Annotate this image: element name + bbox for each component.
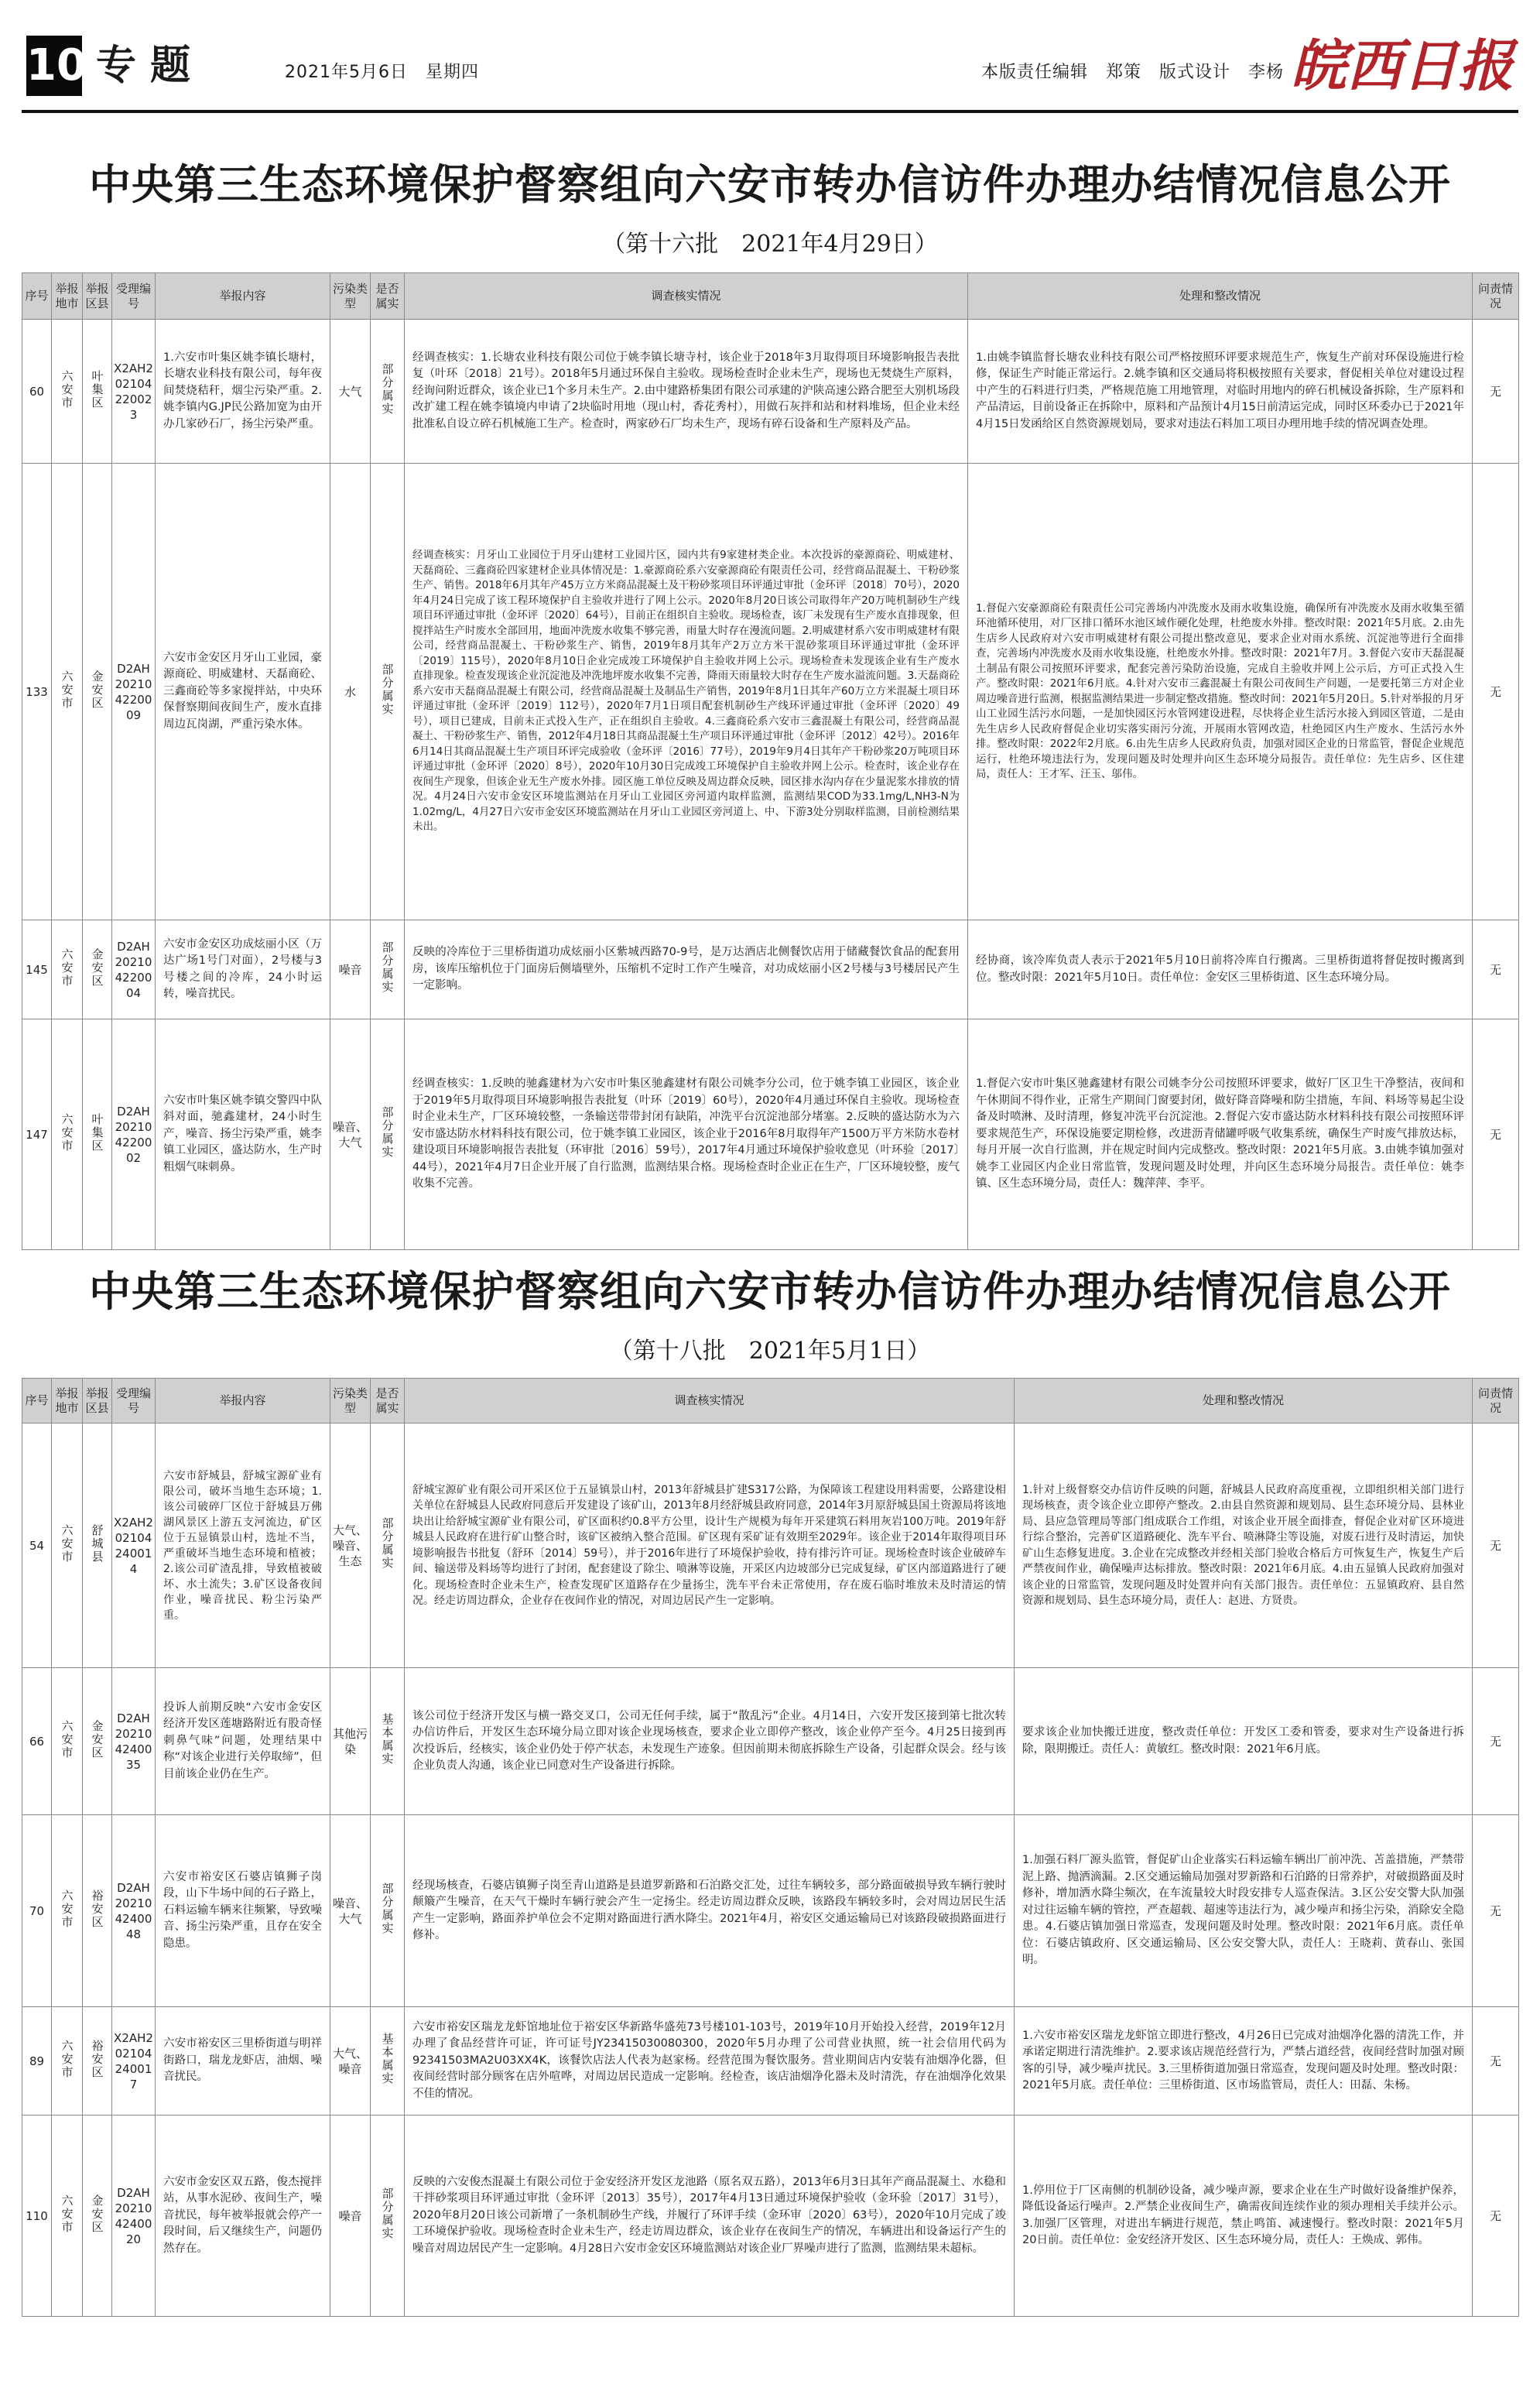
table-row [22,2007,1519,2116]
row-id: X2AH202104240017 [112,2007,156,2116]
row-id: X2AH202104220023 [112,320,156,464]
row-content: 六安市金安区功成炫丽小区（万达广场1号门对面），2号楼与3号楼之间的冷库，24小时运转，噪音扰民。 [156,920,330,1019]
row-investigation: 反映的冷库位于三里桥街道功成炫丽小区紫城西路70-9号，是万达酒店北侧餐饮店用于储藏餐饮食品的配套用房，该库压缩机位于门面房后侧墙壁外，压缩机不定时工作产生噪音，对功成炫丽小区2号楼与3号楼居民产生一定影响。 [405,920,968,1019]
row-handling: 1.由姚李镇监督长塘农业科技有限公司严格按照环评要求规范生产，恢复生产前对环保设施进行检修，保证生产时能正常运行。2.姚李镇和区交通局将积极按照有关要求，督促相关单位对建设过程中产生的石料进行归类，严格规范施工用地管理，对临时用地内的碎石机械设备拆除，生产原料和产品清运，目前设备正在拆除中，原料和产品预计4月15日前清运完成，同时区环委办已于2021年4月15日发函给区自然资源规划局，要求对违法石料加工项目办理用地手续的情况调查处理。 [968,320,1473,464]
row-city: 六安市 [60,2194,74,2234]
row-account: 无 [1473,1423,1519,1668]
row-county: 叶集区 [90,1112,104,1153]
row-type: 大气 [330,320,371,464]
row-type: 噪音、大气 [330,1815,371,2007]
table-row [22,1423,1519,1668]
row-account: 无 [1473,920,1519,1019]
row-investigation: 经调查核实：1.反映的驰鑫建材为六安市叶集区驰鑫建材有限公司姚李分公司，位于姚李镇工业园区，该企业于2019年5月取得项目环境影响报告表批复（叶环〔2019〕60号），2020年4月通过环保自主验收。现场检查时企业未生产，厂区环境较整，一条输送带带封闭有缺陷，冲洗平台沉淀池部分堵塞。2.反映的盛达防水为六安市盛达防水材料科技有限公司，位于姚李镇工业园区，该企业于2016年8月取得年产1500万平方米防水卷材建设项目环境影响报告表批复（环审批〔2016〕59号），2017年4月通过环境保护验收意见（叶环验〔2017〕44号），2021年4月7日企业开展了自行监测，监测结果合格。现场检查时企业正在生产，厂区环境较整，废气收集不完善。 [405,1019,968,1250]
row-fact: 部分属实 [380,941,395,994]
row-city: 六安市 [60,1889,74,1929]
col-header: 举报内容 [156,273,330,320]
row-type: 其他污染 [330,1668,371,1815]
col-header: 受理编号 [112,1379,156,1423]
col-header: 处理和整改情况 [1015,1379,1473,1423]
table-row [22,464,1519,920]
col-header: 处理和整改情况 [968,273,1473,320]
row-investigation: 六安市裕安区瑞龙龙虾馆地址位于裕安区华新路华盛苑73号楼101-103号，2019年10月开始投入经营，2019年12月办理了食品经营许可证，许可证号JY23415030080300，2020年5月办理了公司营业执照，统一社会信用代码为92341503MA2U03XX4K，该餐饮店法人代表为赵家杨。经营范围为餐饮服务。营业期间店内安装有油烟净化器，但夜间经营时部分顾客在店外喧哗，对周边居民造成一定影响。经检查，该店油烟净化器未及时清洗，存在油烟净化效果不佳的情况。 [405,2007,1015,2116]
row-account: 无 [1473,320,1519,464]
row-id: D2AH202104240035 [112,1668,156,1815]
row-id: D2AH202104240048 [112,1815,156,2007]
row-investigation: 经调查核实：月牙山工业园位于月牙山建材工业园片区，园内共有9家建材类企业。本次投诉的豪源商砼、明威建材、天磊商砼、三鑫商砼四家建材企业具体情况是：1.豪源商砼系六安豪源商砼有限责任公司，经营商品混凝土、干粉砂浆生产、销售。2018年6月其年产45万立方米商品混凝土及干粉砂浆项目环评通过审批（金环评〔2018〕70号），2020年4月24日完成了该工程环境保护自主验收并进行了网上公示。2020年8月20日该公司取得年产20万吨机制砂生产线项目环评通过审批（金环评〔2020〕64号），目前正在组织自主验收。现场检查，该厂未发现有生产废水直排现象，但搅拌站生产时废水全部回用，地面冲洗废水收集不够完善，雨量大时存在漫流问题。2.明威建材系六安市明威建材有限公司，经营商品混凝土、干粉砂浆生产、销售，2019年8月其年产2万立方米干混砂浆项目环评通过审批（金环评〔2019〕115号），2020年8月10日企业完成竣工环境保护自主验收并网上公示。现场检查未发现该企业有生产废水直排现象。检查发现该企业沉淀池及冲洗地坪废水收集不完善，降雨天雨量较大时存在生产废水溢流问题。3.天磊商砼系六安市天磊商品混凝土有限公司，经营商品混凝土及制品生产销售，2019年8月1日其年产60万立方米混凝土项目环评通过审批（金环评〔2019〕112号），2020年7月1日项目配套机制砂生产线环评通过审批（金环评〔2020〕49号），项目已建成，目前未正式投入生产，正在组织自主验收。4.三鑫商砼系六安市三鑫混凝土有限公司，经营商品混凝土、干粉砂浆生产、销售，2012年4月18日其商品混凝土生产项目环评通过审批（金环评〔2012〕42号）。2016年6月14日其商品混凝土生产项目环评完成验收（金环评〔2016〕77号），2019年9月4日其年产干粉砂浆20万吨项目环评通过审批（金环评〔2020〕8号），2020年10月30日完成竣工环境保护自主验收并网上公示。检查时，该企业存在夜间生产现象，但该企业无生产废水外排。园区施工单位反映及周边群众反映，园区排水沟内存在少量泥浆水排放的情况。4月24日六安市金安区环境监测站在月牙山工业园区旁河道内取样监测，监测结果COD为33.1mg/L,NH3-N为1.02mg/L，4月27日六安市金安区环境监测站在月牙山工业园区旁河道上、中、下游3处分别取样监测，目前检测结果未出。 [405,464,968,920]
row-content: 投诉人前期反映“六安市金安区经济开发区莲塘路附近有股奇怪刺鼻气味”问题，处理结果中称“对该企业进行关停取缔”，但目前该企业仍在生产。 [156,1668,330,1815]
row-fact: 基本属实 [380,2033,395,2085]
row-fact: 部分属实 [380,1106,395,1159]
col-header: 举报地市 [52,273,83,320]
row-id: X2AH202104240014 [112,1423,156,1668]
issue-date: 2021年5月6日 星期四 [285,63,479,82]
col-header: 调查核实情况 [405,1379,1015,1423]
col-header: 是否属实 [371,273,405,320]
row-content: 六安市金安区月牙山工业园，豪源商砼、明威建材、天磊商砼、三鑫商砼等多家搅拌站，中央环保督察期间夜间生产，废水直排周边瓦岗湖，严重污染水体。 [156,464,330,920]
row-id: D2AH202104220009 [112,464,156,920]
row-type: 噪音 [330,2116,371,2317]
row-county: 金安区 [90,947,104,988]
row-number: 110 [22,2116,52,2317]
row-county: 金安区 [90,670,104,710]
row-type: 噪音、大气 [330,1019,371,1250]
page-number: 10 [26,36,82,96]
row-account: 无 [1473,2007,1519,2116]
row-number: 54 [22,1423,52,1668]
row-account: 无 [1473,1815,1519,2007]
col-header: 污染类型 [330,273,371,320]
row-number: 60 [22,320,52,464]
col-header: 是否属实 [371,1379,405,1423]
row-content: 1.六安市叶集区姚李镇长塘村，长塘农业科技有限公司，每年夜间焚烧秸秆，烟尘污染严重。2.姚李镇内G.JP民公路加宽为由开办几家砂石厂，扬尘污染严重。 [156,320,330,464]
row-investigation: 舒城宝源矿业有限公司开采区位于五显镇景山村，2013年舒城县扩建S317公路，为保障该工程建设用料需要，公路建设相关单位在舒城县人民政府同意后开发建设了该矿山，2013年8月经舒城县政府同意，2014年3月原舒城县国土资源局将该地块出让给舒城宝源矿业有限公司，矿区面积约0.8平方公里，设计生产规模为每年开采建筑石料用灰岩100万吨。2019年舒城县人民政府在进行矿山整合时，该矿区被纳入整合范围。矿区现有采矿证有效期至2029年。该企业于2014年取得项目环境影响报告书批复（舒环〔2014〕59号），并于2016年进行了环境保护验收，持有排污许可证。现场检查时该企业破碎车间、输送带及料场等均进行了封闭，配套建设了除尘、喷淋等设施，开采区内边坡部分已完成复绿，矿区内部道路进行了硬化。现场检查时企业未生产，检查发现矿区道路存在少量扬尘，洗车平台未正常使用，存在废石临时堆放未及时清运的情况。经走访周边群众，企业存在夜间作业的情况，对周边居民产生一定影响。 [405,1423,1015,1668]
table-row [22,1019,1519,1250]
row-fact: 部分属实 [380,663,395,716]
row-account: 无 [1473,464,1519,920]
col-header: 问责情况 [1473,273,1519,320]
row-id: D2AH202104220002 [112,1019,156,1250]
row-type: 大气、噪音、生态 [330,1423,371,1668]
row-number: 70 [22,1815,52,2007]
row-investigation: 该公司位于经济开发区与横一路交叉口，公司无任何手续，属于“散乱污”企业。4月14日，六安开发区接到第七批次转办信访件后，开发区生态环境分局立即对该企业现场核查，要求企业立即停产整改，该企业停产至今。4月25日接到再次投诉后，经核实，该企业仍处于停产状态，未发现生产迹象。但因前期未彻底拆除生产设备，引起群众误会。经与该企业负责人沟通，该企业已同意对生产设备进行拆除。 [405,1668,1015,1815]
col-header: 举报地市 [52,1379,83,1423]
table-header-row [22,273,1519,320]
batch18-title: 中央第三生态环境保护督察组向六安市转办信访件办理办结情况信息公开 [89,1267,1451,1316]
col-header: 调查核实情况 [405,273,968,320]
col-header: 举报内容 [156,1379,330,1423]
row-handling: 1.督促六安市叶集区驰鑫建材有限公司姚李分公司按照环评要求，做好厂区卫生干净整洁，夜间和午休期间不得作业，正常生产期间门窗要封闭，做好降音降噪和防尘措施，车间、料场等易起尘设备及时喷淋、及时清理，修复冲洗平台沉淀池。2.督促六安市盛达防水材料科技有限公司按照环评要求规范生产，环保设施要定期检修，改进沥青储罐呼吸气收集系统，确保生产时废气排放达标，每月开展一次自行监测，并在规定时间内完成整改。整改时限：2021年5月底。3.由姚李镇加强对姚李工业园区内企业日常监管，发现问题及时处理，并向区生态环境分局报告。责任单位：姚李镇、区生态环境分局，责任人：魏萍萍、李平。 [968,1019,1473,1250]
svg-text:皖西日报: 皖西日报 [1290,33,1514,98]
row-city: 六安市 [60,947,74,988]
row-handling: 1.针对上级督察交办信访件反映的问题，舒城县人民政府高度重视，立即组织相关部门进行现场核查，责令该企业立即停产整改。2.由县自然资源和规划局、县生态环境分局、县林业局、县应急管理局等部门组成联合工作组，对该企业开展全面排查，督促企业对矿区环境进行综合整治，完善矿区道路硬化、洗车平台、喷淋降尘等设施，对废石进行及时清运，加快矿山生态修复进度。3.企业在完成整改并经相关部门验收合格后方可恢复生产，恢复生产后严禁夜间作业，确保噪声达标排放。整改时限：2021年6月底。4.由五显镇人民政府加强对该企业的日常监管，发现问题及时处置并向有关部门报告。责任单位：五显镇政府、县自然资源和规划局、县生态环境分局，责任人：赵进、方贤贵。 [1015,1423,1473,1668]
row-county: 金安区 [90,1719,104,1759]
row-county: 裕安区 [90,1889,104,1929]
row-city: 六安市 [60,1523,74,1564]
row-county: 叶集区 [90,369,104,409]
row-city: 六安市 [60,369,74,409]
row-fact: 部分属实 [380,363,395,416]
header-rule [22,110,1518,113]
table-row [22,1668,1519,1815]
row-county: 舒城县 [90,1523,104,1564]
row-id: D2AH202104240020 [112,2116,156,2317]
row-county: 金安区 [90,2194,104,2234]
row-city: 六安市 [60,1112,74,1153]
table-header-row [22,1379,1519,1423]
row-handling: 经协商，该冷库负责人表示于2021年5月10日前将冷库自行搬离。三里桥街道将督促按时搬离到位。整改时限：2021年5月10日。责任单位：金安区三里桥街道、区生态环境分局。 [968,920,1473,1019]
row-content: 六安市叶集区姚李镇交警四中队斜对面，驰鑫建材，24小时生产，噪音、扬尘污染严重，姚李镇工业园区，盛达防水，生产时粗烟气味刺鼻。 [156,1019,330,1250]
row-number: 147 [22,1019,52,1250]
row-account: 无 [1473,1019,1519,1250]
editor-credits: 本版责任编辑 郑策 版式设计 李杨 [981,63,1285,82]
row-investigation: 经现场核查，石婆店镇狮子岗至青山道路是县道罗新路和石泊路交汇处，过往车辆较多，部分路面破损导致车辆行驶时颠簸产生噪音，在天气干燥时车辆行驶会产生一定扬尘。经走访周边群众反映，该路段车辆较多时，会对周边居民生活产生一定影响，路面养护单位会不定期对路面进行洒水降尘。2021年4月，裕安区交通运输局已对该路段破损路面进行修补。 [405,1815,1015,2007]
row-fact: 基本属实 [380,1713,395,1766]
row-content: 六安市裕安区三里桥街道与明祥街路口，瑞龙龙虾店，油烟、噪音扰民。 [156,2007,330,2116]
row-fact: 部分属实 [380,1517,395,1570]
row-number: 145 [22,920,52,1019]
row-fact: 部分属实 [380,2187,395,2240]
batch16-subtitle: （第十六批 2021年4月29日） [602,231,938,258]
row-account: 无 [1473,2116,1519,2317]
batch18-table [22,1378,1519,2317]
col-header: 问责情况 [1473,1379,1519,1423]
row-handling: 1.加强石料厂源头监管，督促矿山企业落实石料运输车辆出厂前冲洗、苫盖措施，严禁带泥上路、抛洒滴漏。2.区交通运输局加强对罗新路和石泊路的日常养护，对破损路面及时修补，增加洒水降尘频次，在车流量较大时段安排专人巡查保洁。3.区公安交警大队加强对过往运输车辆的管控，严查超载、超速等违法行为，减少噪声和扬尘污染，消除安全隐患。4.石婆店镇加强日常巡查，发现问题及时处理。整改时限：2021年6月底。责任单位：石婆店镇政府、区交通运输局、区公安交警大队，责任人：王晓莉、黄春山、张国明。 [1015,1815,1473,2007]
col-header: 举报区县 [83,273,112,320]
row-handling: 1.停用位于厂区南侧的机制砂设备，减少噪声源，要求企业在生产时做好设备维护保养，降低设备运行噪声。2.严禁企业夜间生产，确需夜间连续作业的须办理相关手续并公示。3.加强厂区管理，对进出车辆进行规范，禁止鸣笛、减速慢行。整改时限：2021年5月20日前。责任单位：金安经济开发区、区生态环境分局，责任人：王焕成、郭伟。 [1015,2116,1473,2317]
row-number: 89 [22,2007,52,2116]
row-id: D2AH202104220004 [112,920,156,1019]
row-city: 六安市 [60,1719,74,1759]
row-type: 噪音 [330,920,371,1019]
section-name: 专题 [96,42,205,89]
batch18-subtitle: （第十八批 2021年5月1日） [609,1338,931,1365]
table-row [22,2116,1519,2317]
col-header: 污染类型 [330,1379,371,1423]
page-header [22,22,1518,115]
row-account: 无 [1473,1668,1519,1815]
col-header: 序号 [22,273,52,320]
row-county: 裕安区 [90,2039,104,2079]
row-content: 六安市金安区双五路，俊杰搅拌站，从事水泥砂、夜间生产，噪音扰民，每年被举报就会停产一段时间，后又继续生产，问题仍然存在。 [156,2116,330,2317]
row-number: 133 [22,464,52,920]
row-investigation: 反映的六安俊杰混凝土有限公司位于金安经济开发区龙池路（原名双五路），2013年6月3日其年产商品混凝土、水稳和干拌砂浆项目环评通过审批（金环评〔2013〕35号），2017年4月13日通过环境保护验收（金环验〔2017〕31号），2020年8月20日该公司新增了一条机制砂生产线，并履行了环评手续（金环审〔2020〕63号），2020年10月完成了竣工环境保护验收。现场检查时企业未生产，经走访周边群众，该企业存在夜间生产的情况，车辆进出和设备运行产生的噪音对周边居民产生一定影响。4月28日六安市金安区环境监测站对该企业厂界噪声进行了监测，监测结果未超标。 [405,2116,1015,2317]
newspaper-logo [1286,22,1518,107]
row-handling: 要求该企业加快搬迁进度，整改责任单位：开发区工委和管委，要求对生产设备进行拆除，限期搬迁。责任人：黄敏红。整改时限：2021年6月底。 [1015,1668,1473,1815]
row-handling: 1.六安市裕安区瑞龙龙虾馆立即进行整改，4月26日已完成对油烟净化器的清洗工作，并承诺定期进行清洗维护。2.要求该店规范经营行为，严禁占道经营，夜间经营时加强对顾客的引导，减少噪声扰民。3.三里桥街道加强日常巡查，发现问题及时处理。整改时限：2021年5月底。责任单位：三里桥街道、区市场监管局，责任人：田磊、朱杨。 [1015,2007,1473,2116]
table-row [22,1815,1519,2007]
col-header: 举报区县 [83,1379,112,1423]
row-investigation: 经调查核实：1.长塘农业科技有限公司位于姚李镇长塘寺村，该企业于2018年3月取得项目环境影响报告表批复（叶环〔2018〕21号）。2018年5月通过环保自主验收。现场检查时企业未生产，现场也无焚烧生产原料，经询问附近群众，该企业已1个多月未生产。2.由中建路桥集团有限公司承建的沪陕高速公路合肥至大别机场段改扩建工程在姚李镇境内申请了2块临时用地（现山村，香花秀村），用做石灰拌和站和材料堆场，但企业未经批准私自设立碎石机械施工生产。检查时，两家砂石厂均未生产，现场有碎石设备和生产原料及产品。 [405,320,968,464]
row-fact: 部分属实 [380,1883,395,1935]
row-handling: 1.督促六安豪源商砼有限责任公司完善场内冲洗废水及雨水收集设施，确保所有冲洗废水及雨水收集至循环池循环使用，对厂区排口循环水池区域作硬化处理，杜绝废水外排。整改时限：2021年5月底。2.由先生店乡人民政府对六安市明威建材有限公司提出整改意见，要求企业对雨水系统、沉淀池等进行全面排查，完善场内冲洗废水及雨水收集设施，杜绝废水外排。整改时限：2021年7月。3.督促六安市天磊混凝土制品有限公司按照环评要求，配套完善污染防治设施，完成自主验收并网上公示后，方可正式投入生产。整改时限：2021年6月底。4.针对六安市三鑫混凝土有限公司夜间生产问题，一是要托第三方对企业周边噪音进行监测，根据监测结果进一步制定整改措施。整改时间：2021年5月20日。5.针对举报的月牙山工业园生活污水问题，一是加快园区污水管网建设进程，尽快将企业生活污水接入到园区管道，二是由先生店乡人民政府督促企业切实落实雨污分流，开展雨水管网改造，杜绝园区内生产废水、生活污水外排。整改时限：2022年2月底。6.由先生店乡人民政府负责，加强对园区企业的日常监管，督促企业规范运行，杜绝环境违法行为，发现问题及时处理并向区生态环境分局报告。责任单位：先生店乡、区住建局，责任人：王才军、汪玉、邬伟。 [968,464,1473,920]
col-header: 受理编号 [112,273,156,320]
col-header: 序号 [22,1379,52,1423]
batch16-table [22,272,1519,1250]
row-city: 六安市 [60,2039,74,2079]
row-city: 六安市 [60,670,74,710]
row-number: 66 [22,1668,52,1815]
row-type: 大气、噪音 [330,2007,371,2116]
table-row [22,920,1519,1019]
table-row [22,320,1519,464]
batch16-title: 中央第三生态环境保护督察组向六安市转办信访件办理办结情况信息公开 [89,160,1451,209]
row-content: 六安市裕安区石婆店镇狮子岗段，山下牛场中间的石子路上，石料运输车辆来往频繁，导致噪音、扬尘污染严重，且存在安全隐患。 [156,1815,330,2007]
row-content: 六安市舒城县，舒城宝源矿业有限公司，破坏当地生态环境；1.该公司破碎厂区位于舒城县万佛湖风景区上游五支河流边，矿区位于五显镇景山村，选址不当，严重破坏当地生态环境和植被；2.该公司矿渣乱排，导致植被破坏、水土流失；3.矿区设备夜间作业，噪音扰民、粉尘污染严重。 [156,1423,330,1668]
row-type: 水 [330,464,371,920]
